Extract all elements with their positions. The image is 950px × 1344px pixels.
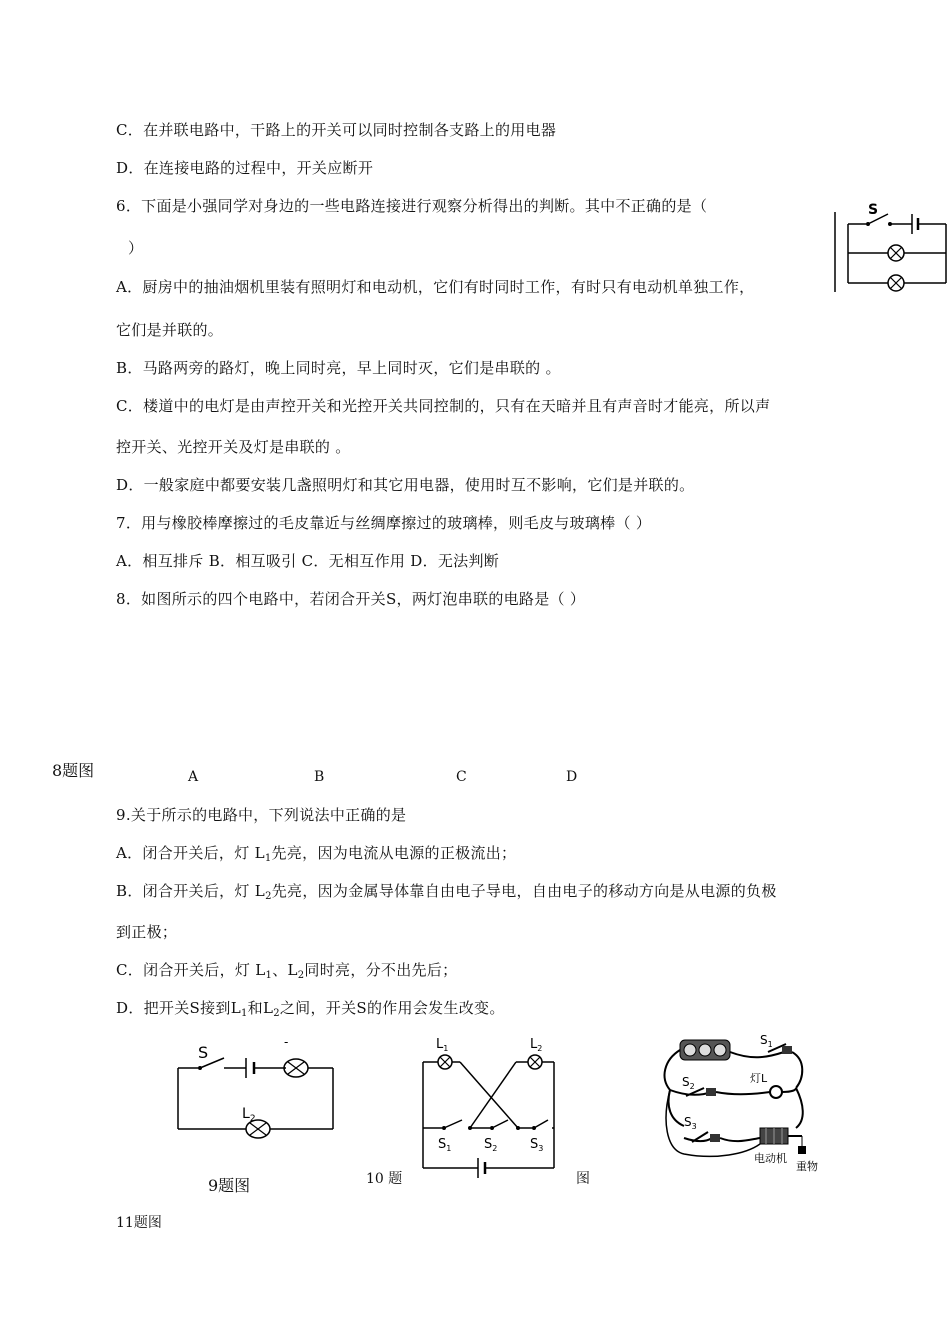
fig11-weight-label: 重物 — [796, 1160, 818, 1173]
fig11-caption: 11题图 — [116, 1215, 162, 1231]
fig9-circuit — [170, 1034, 345, 1144]
q6-switch-label: S — [868, 202, 879, 218]
q9-option-b-cont: 到正极； — [116, 923, 178, 941]
q5-option-c: C．在并联电路中，干路上的开关可以同时控制各支路上的用电器 — [116, 121, 557, 139]
q6-option-c-cont: 控开关、光控开关及灯是串联的 。 — [116, 438, 351, 456]
q6-circuit-figure — [832, 196, 948, 296]
fig10-caption-b: 图 — [576, 1171, 590, 1187]
q9c-text-post: 同时亮，分不出先后； — [304, 961, 458, 979]
fig10-l2-sub: 2 — [537, 1044, 543, 1053]
fig8-caption: 8题图 — [52, 761, 95, 780]
svg-text:S3 — [530, 1137, 543, 1153]
fig11-s2-sub: 2 — [689, 1082, 695, 1091]
fig11-motor-label: 电动机 — [754, 1152, 787, 1165]
q6-option-c: C．楼道中的电灯是由声控开关和光控开关共同控制的，只有在天暗并且有声音时才能亮，所以声 — [116, 397, 771, 415]
fig10-s1-label: S — [438, 1137, 447, 1152]
fig11-s3-label: $S_3$ — [684, 1115, 697, 1131]
q9a-text-pre: A．闭合开关后，灯 L — [116, 844, 265, 862]
fig10-l1-label: L — [436, 1037, 444, 1052]
q9-stem: 9.关于所示的电路中，下列说法中正确的是 — [116, 806, 407, 824]
q6-option-a: A．厨房中的抽油烟机里装有照明灯和电动机，它们有时同时工作，有时只有电动机单独工作， — [116, 278, 755, 296]
q9-option-a — [116, 843, 516, 869]
q9-option-d — [116, 998, 505, 1024]
q9c-sub1: 1 — [265, 970, 273, 981]
fig10-circuit — [408, 1030, 568, 1190]
q9d-text-pre: D．把开关S接到L — [116, 999, 241, 1017]
fig10-s1-sub: 1 — [446, 1144, 452, 1153]
fig10-s3-sub: 3 — [538, 1144, 544, 1153]
q9d-text-mid: 和L — [247, 999, 274, 1017]
q6-stem-close: ） — [128, 239, 144, 257]
q9d-sub1: 1 — [240, 1008, 248, 1019]
q9b-text-post: 先亮，因为金属导体靠自由电子导电，自由电子的移动方向是从电源的负极 — [271, 882, 777, 900]
q9d-text-post: 之间，开关S的作用会发生改变。 — [279, 999, 505, 1017]
svg-text:L2 — [530, 1037, 542, 1053]
q9c-text-mid: 、L — [272, 961, 298, 979]
q6-option-d: D．一般家庭中都要安装几盏照明灯和其它用电器，使用时互不影响，它们是并联的。 — [116, 476, 695, 494]
fig10-s2-sub: 2 — [492, 1144, 498, 1153]
q9a-text-post: 先亮，因为电流从电源的正极流出； — [271, 844, 517, 862]
q9-option-b — [116, 881, 777, 907]
q6-option-a-cont: 它们是并联的。 — [116, 321, 224, 339]
fig10-l1-sub: 1 — [443, 1044, 449, 1053]
fig10-s3-label: S — [530, 1137, 539, 1152]
fig11-s1-sub: 1 — [767, 1040, 773, 1049]
fig8-option-c: C — [456, 769, 467, 785]
fig9-minus-label: - — [284, 1035, 289, 1049]
fig11-s2-label: $S_2$ — [682, 1075, 695, 1091]
fig8-option-b: B — [314, 769, 325, 785]
fig8-option-a: A — [188, 769, 199, 785]
q7-stem: 7．用与橡胶棒摩擦过的毛皮靠近与丝绸摩擦过的玻璃棒，则毛皮与玻璃棒（ ） — [116, 514, 652, 532]
fig9-lamp-sub: 2 — [249, 1114, 256, 1124]
fig10-s2-label: S — [484, 1137, 493, 1152]
q7-options: A．相互排斥 B．相互吸引 C．无相互作用 D．无法判断 — [116, 552, 500, 570]
fig11-s1-label: $S_1$ — [760, 1033, 773, 1049]
fig9-lamp-label: L — [242, 1106, 250, 1122]
fig11-circuit — [656, 1030, 826, 1175]
fig10-l2-label: L — [530, 1037, 538, 1052]
q9-option-c — [116, 960, 457, 986]
svg-text:S1 — [438, 1137, 451, 1153]
fig11-s3-sub: 3 — [691, 1122, 697, 1131]
fig9-switch-label: S — [198, 1043, 209, 1062]
fig8-option-d: D — [566, 769, 578, 785]
q9b-sub: 2 — [265, 891, 272, 902]
fig11-lamp-label: 灯L — [750, 1072, 768, 1085]
svg-text:L1 — [436, 1037, 448, 1053]
fig9-caption: 9题图 — [208, 1176, 251, 1195]
q9a-sub: 1 — [264, 853, 272, 864]
svg-text:L2 — [242, 1106, 256, 1124]
q9d-sub2: 2 — [273, 1008, 280, 1019]
q9c-text-pre: C．闭合开关后，灯 L — [116, 961, 266, 979]
q8-stem: 8．如图所示的四个电路中，若闭合开关S，两灯泡串联的电路是（ ） — [116, 590, 586, 608]
svg-text:S2 — [484, 1137, 497, 1153]
fig10-caption-a: 10 题 — [366, 1171, 403, 1187]
q9c-sub2: 2 — [297, 970, 305, 981]
q6-stem: 6．下面是小强同学对身边的一些电路连接进行观察分析得出的判断。其中不正确的是（ — [116, 197, 708, 215]
q6-option-b: B．马路两旁的路灯，晚上同时亮，早上同时灭，它们是串联的 。 — [116, 359, 561, 377]
q5-option-d: D．在连接电路的过程中，开关应断开 — [116, 159, 374, 177]
q9b-text-pre: B．闭合开关后，灯 L — [116, 882, 266, 900]
